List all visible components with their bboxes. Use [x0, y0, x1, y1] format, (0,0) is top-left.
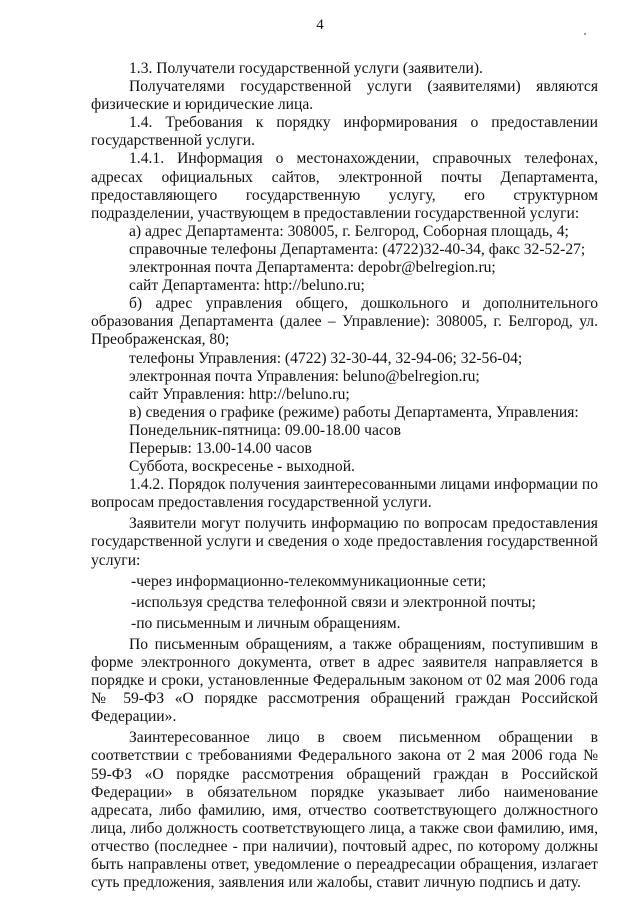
directorate-phones: телефоны Управления: (4722) 32-30-44, 32-94-06; 32-56-04;: [129, 349, 523, 367]
schedule-intro: в) сведения о графике (режиме) работы Департамента, Управления:: [129, 403, 579, 421]
page-number: 4: [316, 17, 324, 33]
channel-list-item: -используя средства телефонной связи и электронной почты;: [131, 593, 536, 611]
section-1-4-1-paragraph: 1.4.1. Информация о местонахождении, справочных телефонах, адресах официальных сайтов, электронной почты Департамента, предоставляющего государственную услугу, его структурном подразделении, участвующем в предоставлении государственной услуги:: [91, 150, 598, 222]
schedule-break: Перерыв: 13.00-14.00 часов: [129, 439, 312, 457]
recipients-paragraph: Получателями государственной услуги (заявителями) являются физические и юридические лица.: [91, 78, 598, 114]
directorate-address: б) адрес управления общего, дошкольного и дополнительного образования Департамента (далее – Управление): 308005, г. Белгород, ул. Преображенская, 80;: [91, 295, 598, 349]
section-1-4-2-paragraph: 1.4.2. Порядок получения заинтересованными лицами информации по вопросам предоставления государственной услуги.: [91, 476, 598, 512]
channel-list-item: -по письменным и личным обращениям.: [131, 614, 401, 632]
department-phones: справочные телефоны Департамента: (4722)32-40-34, факс 32-52-27;: [129, 240, 586, 258]
info-channels-intro: Заявители могут получить информацию по вопросам предоставления государственной услуги и сведения о ходе предоставления государственной услуги:: [91, 515, 598, 569]
section-1-4-heading: 1.4. Требования к порядку информирования о предоставлении государственной услуги.: [91, 114, 598, 150]
directorate-site: сайт Управления: http://beluno.ru;: [129, 385, 350, 403]
scan-dot: [584, 33, 586, 35]
department-email: электронная почта Департамента: depobr@belregion.ru;: [129, 259, 496, 277]
schedule-weekend: Суббота, воскресенье - выходной.: [129, 458, 355, 476]
section-1-3-heading: 1.3. Получатели государственной услуги (заявители).: [129, 60, 483, 77]
directorate-email: электронная почта Управления: beluno@belregion.ru;: [129, 367, 480, 385]
department-site: сайт Департамента: http://beluno.ru;: [129, 277, 365, 295]
department-address: а) адрес Департамента: 308005, г. Белгород, Соборная площадь, 4;: [129, 222, 569, 240]
request-requirements-paragraph: Заинтересованное лицо в своем письменном обращении в соответствии с требованиями Федерального закона от 2 мая 2006 года № 59-ФЗ «О порядке рассмотрения обращений граждан в Российской Федерации» в обязательном порядке указывает либо наименование адресата, либо фамилию, имя, отчество соответствующего должностного лица, либо должность соответствующего лица, а также свои фамилию, имя, отчество (последнее - при наличии), почтовый адрес, по которому должны быть направлены ответ, уведомление о переадресации обращения, излагает суть предложения, заявления или жалобы, ставит личную подпись и дату.: [91, 729, 598, 892]
document-body: [91, 60, 598, 892]
written-requests-paragraph: По письменным обращениям, а также обращениям, поступившим в форме электронного документа, ответ в адрес заявителя направляется в порядке и сроки, установленные Федеральным законом от 02 мая 2006 года № 59-ФЗ «О порядке рассмотрения обращений граждан Российской Федерации».: [91, 635, 598, 726]
schedule-weekdays: Понедельник-пятница: 09.00-18.00 часов: [129, 421, 401, 439]
channel-list-item: -через информационно-телекоммуникационные сети;: [131, 572, 487, 590]
